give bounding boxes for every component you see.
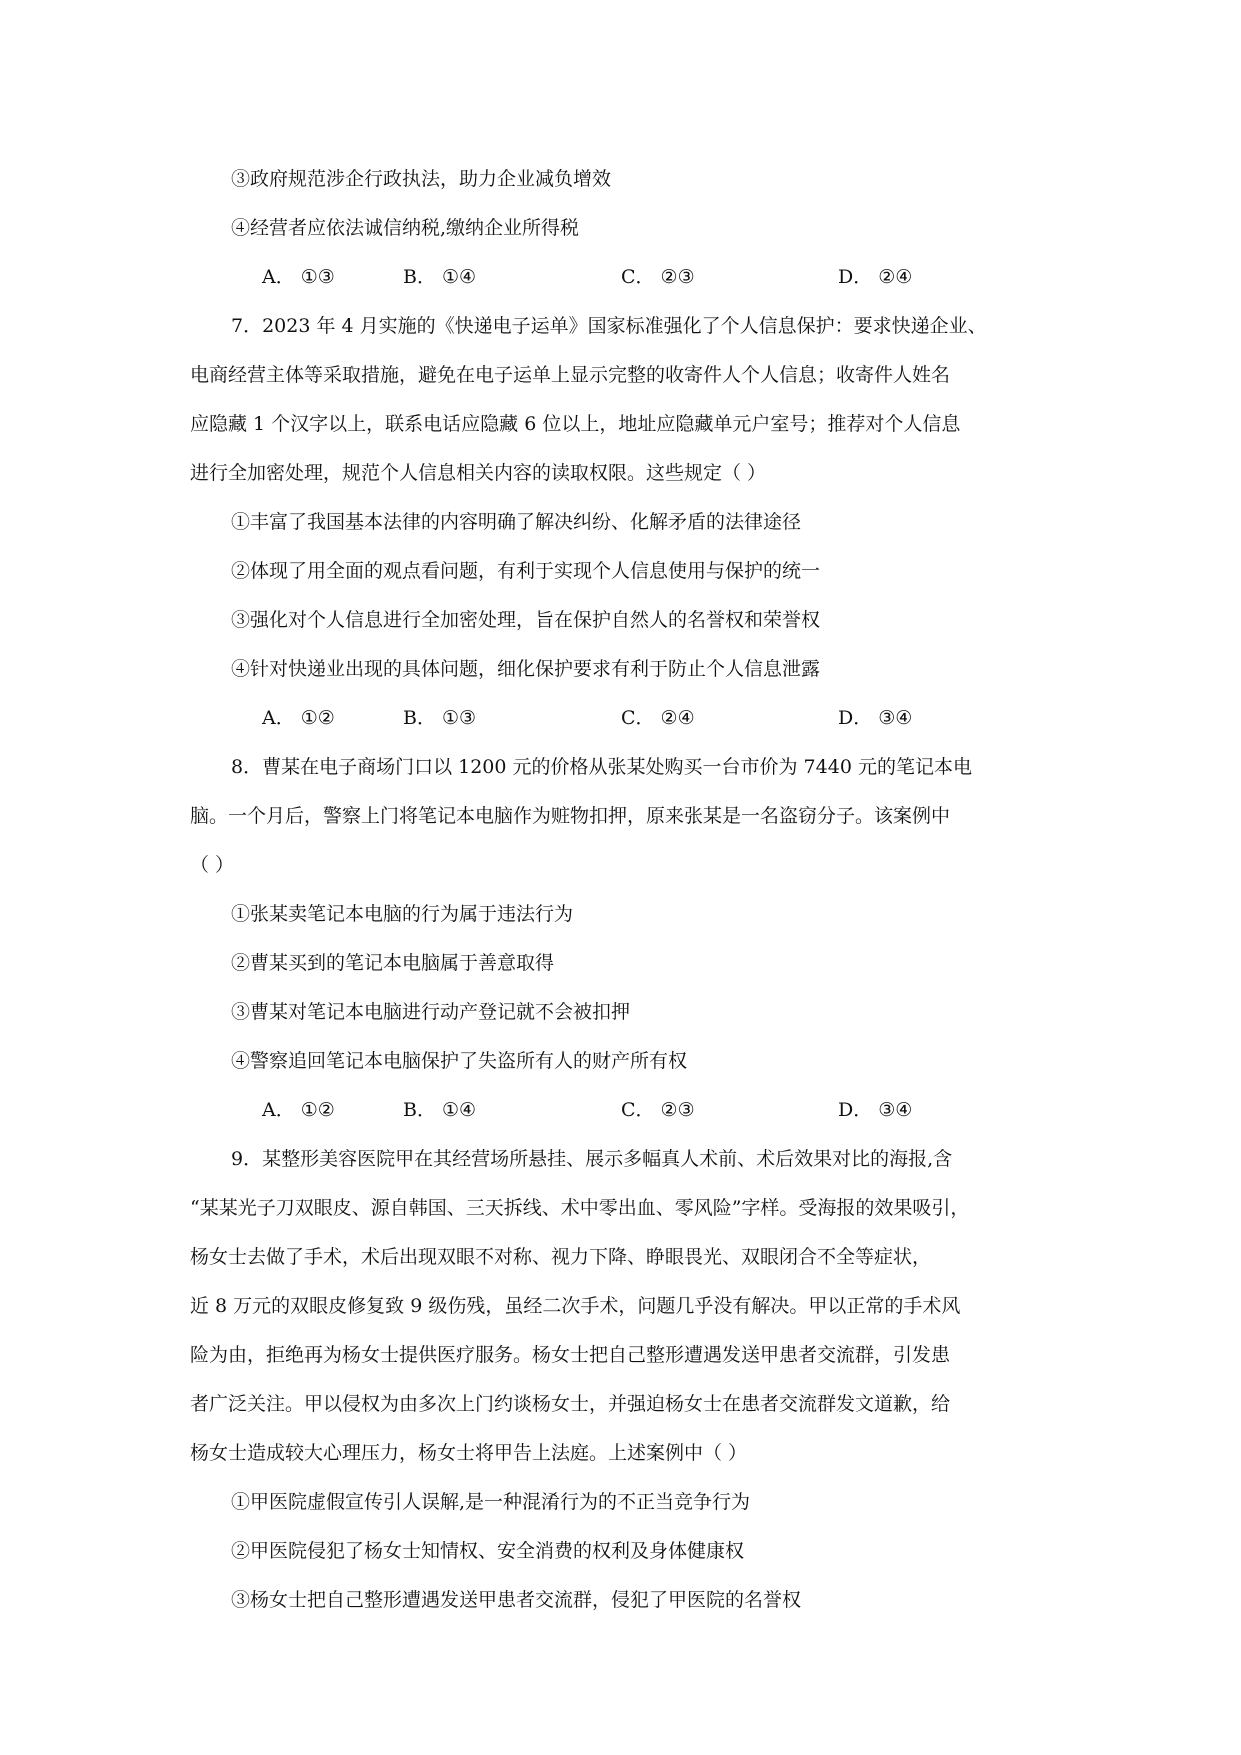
q9-stem-line: 杨女士去做了手术，术后出现双眼不对称、视力下降、睁眼畏光、双眼闭合不全等症状， (190, 1246, 932, 1268)
q8-statement-4: ④警察追回笔记本电脑保护了失盗所有人的财产所有权 (231, 1050, 688, 1072)
q8-option-c[interactable]: C． ②③ (621, 1099, 695, 1121)
question-9 (190, 1135, 1060, 1625)
q6-option-a[interactable]: A． ①③ (262, 266, 335, 288)
q7-stem-line: 7．2023 年 4 月实施的《快递电子运单》国家标准强化了个人信息保护：要求快递企业、 (231, 315, 987, 337)
q9-stem-line: 杨女士造成较大心理压力，杨女士将甲告上法庭。上述案例中（ ） (190, 1442, 748, 1464)
q7-options (190, 694, 1060, 743)
q9-stem-line: “某某光子刀双眼皮、源自韩国、三天拆线、术中零出血、零风险”字样。受海报的效果吸引， (190, 1197, 970, 1219)
q8-statement-2: ②曹某买到的笔记本电脑属于善意取得 (231, 952, 555, 974)
q9-stem-line: 险为由，拒绝再为杨女士提供医疗服务。杨女士把自己整形遭遇发送甲患者交流群，引发患 (190, 1344, 951, 1366)
q6-option-c[interactable]: C． ②③ (621, 266, 695, 288)
q9-statement-1: ①甲医院虚假宣传引人误解,是一种混淆行为的不正当竞争行为 (231, 1491, 751, 1513)
q8-stem-line: 脑。一个月后，警察上门将笔记本电脑作为赃物扣押，原来张某是一名盗窃分子。该案例中 (190, 805, 951, 827)
q8-stem-line: （ ） (190, 854, 235, 876)
q6-option-d[interactable]: D． ②④ (838, 266, 913, 288)
q8-option-b[interactable]: B． ①④ (403, 1099, 477, 1121)
q9-statement-2: ②甲医院侵犯了杨女士知情权、安全消费的权利及身体健康权 (231, 1540, 745, 1562)
q8-stem-line: 8．曹某在电子商场门口以 1200 元的价格从张某处购买一台市价为 7440 元的笔记本电 (231, 756, 972, 778)
q8-options (190, 1086, 1060, 1135)
q9-statement-3: ③杨女士把自己整形遭遇发送甲患者交流群，侵犯了甲医院的名誉权 (231, 1589, 802, 1611)
page-content (190, 155, 1060, 1625)
q9-stem-line: 者广泛关注。甲以侵权为由多次上门约谈杨女士，并强迫杨女士在患者交流群发文道歉，给 (190, 1393, 951, 1415)
q6-statement-4: ④经营者应依法诚信纳税,缴纳企业所得税 (231, 217, 580, 239)
q6-option-b[interactable]: B． ①④ (403, 266, 477, 288)
q7-statement-3: ③强化对个人信息进行全加密处理，旨在保护自然人的名誉权和荣誉权 (231, 609, 821, 631)
q8-option-a[interactable]: A． ①② (262, 1099, 335, 1121)
q7-option-c[interactable]: C． ②④ (621, 707, 695, 729)
q7-stem-line: 电商经营主体等采取措施，避免在电子运单上显示完整的收寄件人个人信息；收寄件人姓名 (190, 364, 951, 386)
q7-statement-4: ④针对快递业出现的具体问题，细化保护要求有利于防止个人信息泄露 (231, 658, 821, 680)
q6-options (190, 253, 1060, 302)
q9-stem-line: 9．某整形美容医院甲在其经营场所悬挂、展示多幅真人术前、术后效果对比的海报,含 (231, 1148, 953, 1170)
q7-stem-line: 应隐藏 1 个汉字以上，联系电话应隐藏 6 位以上，地址应隐藏单元户室号；推荐对个人信息 (190, 413, 961, 435)
q7-option-b[interactable]: B． ①③ (403, 707, 477, 729)
q7-option-d[interactable]: D． ③④ (838, 707, 913, 729)
q6-statement-3: ③政府规范涉企行政执法，助力企业减负增效 (231, 168, 612, 190)
q7-stem-line: 进行全加密处理，规范个人信息相关内容的读取权限。这些规定（ ） (190, 462, 767, 484)
q7-statement-1: ①丰富了我国基本法律的内容明确了解决纠纷、化解矛盾的法律途径 (231, 511, 802, 533)
q8-statement-3: ③曹某对笔记本电脑进行动产登记就不会被扣押 (231, 1001, 631, 1023)
q8-statement-1: ①张某卖笔记本电脑的行为属于违法行为 (231, 903, 574, 925)
q7-option-a[interactable]: A． ①② (262, 707, 335, 729)
question-7 (190, 302, 1060, 743)
q8-option-d[interactable]: D． ③④ (838, 1099, 913, 1121)
question-6-tail (190, 155, 1060, 302)
q9-stem-line: 近 8 万元的双眼皮修复致 9 级伤残，虽经二次手术，问题几乎没有解决。甲以正常的手术风 (190, 1295, 961, 1317)
question-8 (190, 743, 1060, 1135)
q7-statement-2: ②体现了用全面的观点看问题，有利于实现个人信息使用与保护的统一 (231, 560, 821, 582)
